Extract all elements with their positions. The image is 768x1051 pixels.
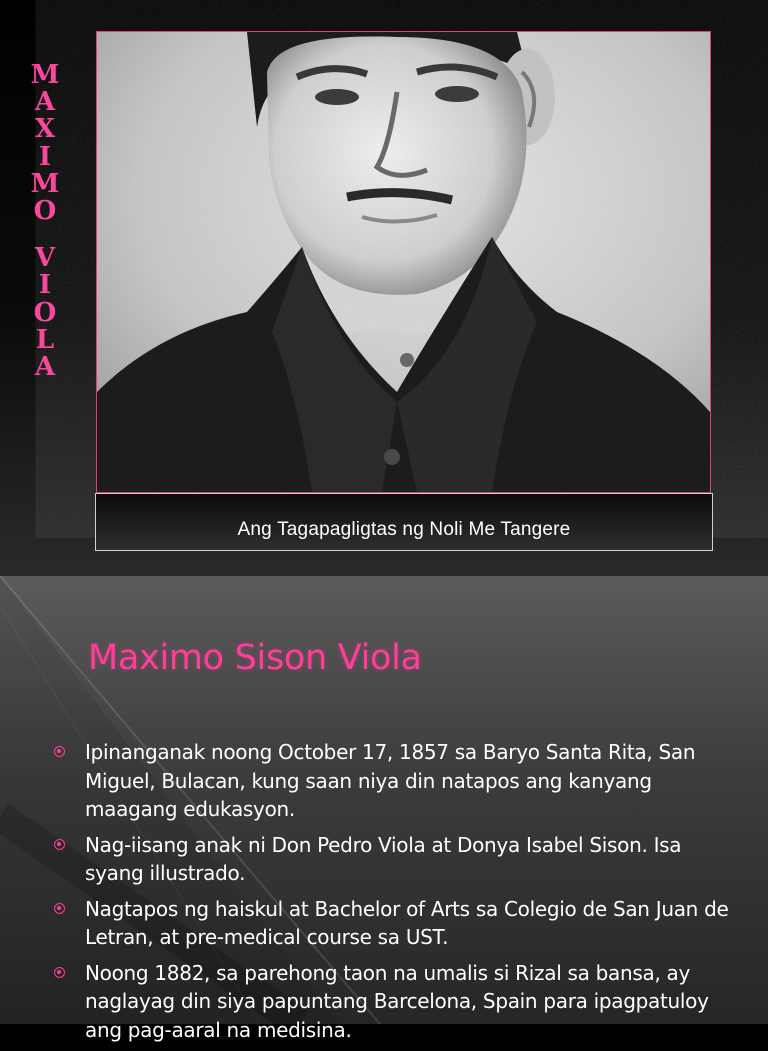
title-letter: O — [33, 195, 57, 226]
pink-circle-bullet-icon — [54, 903, 65, 914]
title-letter: M — [30, 168, 60, 199]
photo-caption: Ang Tagapagligtas ng Noli Me Tangere — [237, 519, 571, 540]
portrait-photo — [96, 31, 711, 493]
title-letter: M — [30, 60, 60, 90]
portrait-illustration — [97, 32, 710, 492]
pink-circle-bullet-icon — [54, 839, 65, 850]
pink-circle-bullet-icon — [54, 746, 65, 757]
vertical-title — [22, 62, 68, 381]
pink-circle-bullet-icon — [54, 967, 65, 978]
title-letter: I — [38, 141, 52, 172]
title-letter: V — [34, 243, 56, 274]
title-letter: O — [33, 297, 57, 328]
list-item — [52, 738, 732, 824]
bullet-text: Ipinanganak noong October 17, 1857 sa Baryo Santa Rita, San Miguel, Bulacan, kung saan niya din natapos ang kanyang maagang edukasyon. — [85, 740, 696, 821]
list-item — [52, 831, 732, 888]
slide-biography — [0, 576, 768, 1042]
bullet-text: Nagtapos ng haiskul at Bachelor of Arts sa Colegio de San Juan de Letran, at pre-medical course sa UST. — [85, 896, 729, 949]
title-letter: L — [35, 324, 55, 355]
title-letter: A — [34, 87, 56, 118]
title-letter: X — [34, 114, 56, 145]
list-item — [52, 895, 732, 952]
slide-title: Maximo Sison Viola — [88, 638, 422, 678]
bullet-text: Nag-iisang anak ni Don Pedro Viola at Donya Isabel Sison. Isa syang illustrado. — [85, 832, 682, 885]
title-letter: A — [34, 351, 56, 382]
list-item — [52, 959, 732, 1045]
title-letter: I — [38, 270, 52, 301]
caption-box — [95, 493, 713, 551]
bullet-text: Noong 1882, sa parehong taon na umalis si Rizal sa bansa, ay naglayag din siya papuntang Barcelona, Spain para ipagpatuloy ang pag-aaral na medisina. — [85, 960, 709, 1042]
bullet-list — [52, 738, 732, 1051]
